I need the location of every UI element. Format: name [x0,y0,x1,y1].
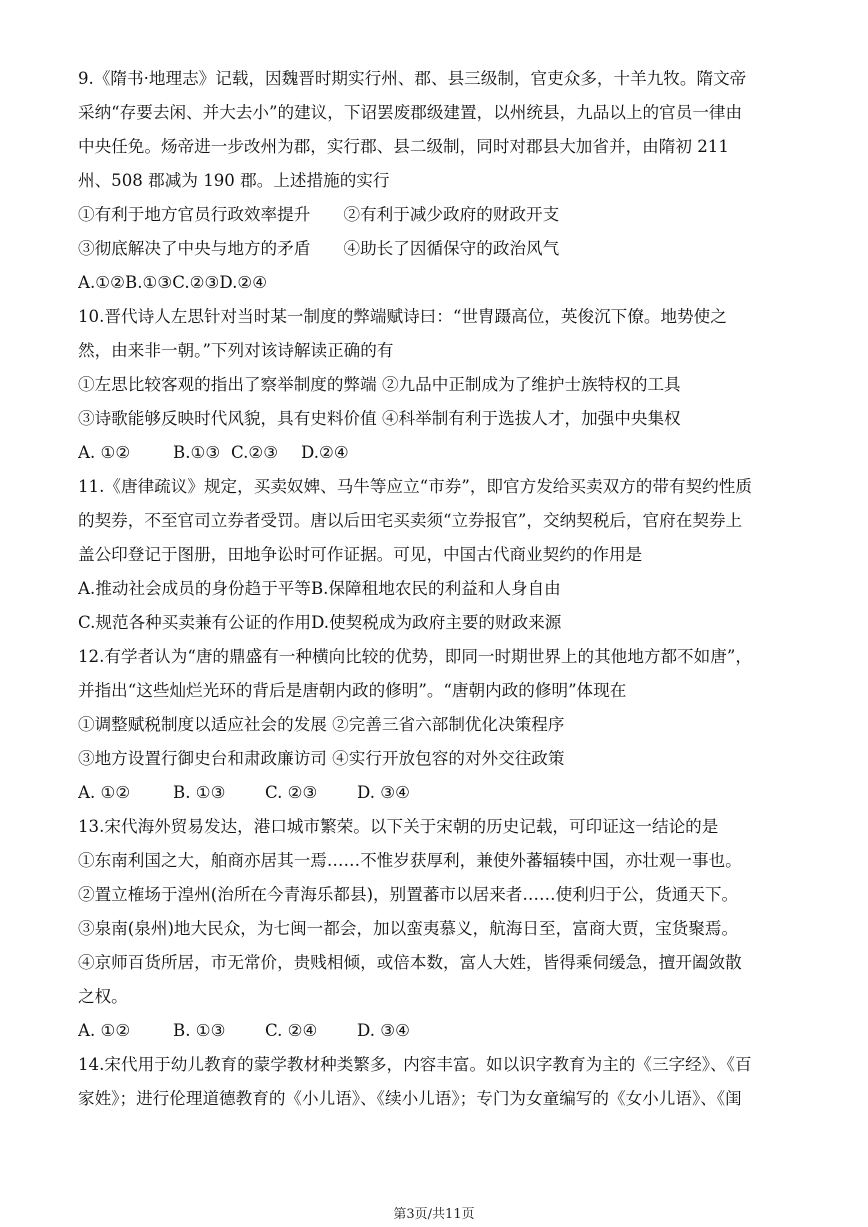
option-c: C. ②③ [265,783,318,802]
option-a: A.①② [78,273,126,292]
stem-line: 中央任免。炀帝进一步改州为郡，实行郡、县二级制，同时对郡县大加省并，由隋初 211 [78,137,729,156]
item-line: ①调整赋税制度以适应社会的发展 ②完善三省六部制优化决策程序 [78,715,565,734]
option-a: A. ①② [78,443,131,462]
option-line: A.推动社会成员的身份趋于平等B.保障租地农民的利益和人身自由 [78,579,561,598]
stem-line: 11.《唐律疏议》规定，买卖奴婢、马牛等应立“市券”，即官方发给买卖双方的带有契约性质 [78,477,752,496]
option-c: C.②③ [172,273,220,292]
option-b: B. ①③ [173,783,226,802]
document-body [78,62,790,1116]
question-12 [78,640,790,810]
stem-line: 的契券，不至官司立券者受罚。唐以后田宅买卖须“立券报官”，交纳契税后，官府在契券上 [78,511,743,530]
stem-line: 14.宋代用于幼儿教育的蒙学教材种类繁多，内容丰富。如以识字教育为主的《三字经》、《百 [78,1055,752,1074]
question-9 [78,62,790,300]
stem-line: 州、508 郡减为 190 郡。上述措施的实行 [78,171,390,190]
question-11 [78,470,790,640]
option-c: C.②③ [231,443,279,462]
stem-line: 家姓》；进行伦理道德教育的《小儿语》、《续小儿语》；专门为女童编写的《女小儿语》、《闺 [78,1089,742,1108]
question-14 [78,1048,790,1116]
option-b: B. ①③ [173,1021,226,1040]
item-line: 之权。 [78,987,128,1006]
option-d: D. ③④ [357,1021,411,1040]
stem-line: 并指出“这些灿烂光环的背后是唐朝内政的修明”。“唐朝内政的修明”体现在 [78,681,627,700]
answer-options [78,1014,790,1048]
question-10 [78,300,790,470]
option-c: C. ②④ [265,1021,318,1040]
question-13 [78,810,790,1048]
answer-options [78,776,790,810]
answer-options [78,436,790,470]
option-d: D. ③④ [357,783,411,802]
item-line: ①东南利国之大，舶商亦居其一焉……不惟岁获厚利，兼使外蕃辐辏中国，亦壮观一事也。 [78,851,742,870]
stem-line: 13.宋代海外贸易发达，港口城市繁荣。以下关于宋朝的历史记载，可印证这一结论的是 [78,817,719,836]
item-line: ③地方设置行御史台和肃政廉访司 ④实行开放包容的对外交往政策 [78,749,565,768]
answer-options [78,266,790,300]
option-a: A. ①② [78,783,131,802]
page-number: 第3页/共11页 [393,1207,475,1222]
item-line: ②置立榷场于湟州(治所在今青海乐都县)，别置蕃市以居来者……使利归于公，货通天下。 [78,885,739,904]
stem-line: 10.晋代诗人左思针对当时某一制度的弊端赋诗曰：“世胄蹑高位，英俊沉下僚。地势使之 [78,307,727,326]
item-line: ④京师百货所居，市无常价，贵贱相倾，或倍本数，富人大姓，皆得乘伺缓急，擅开阖敛散 [78,953,742,972]
item-line: ③彻底解决了中央与地方的矛盾 ④助长了因循保守的政治风气 [78,239,560,258]
option-d: D.②④ [219,273,268,292]
option-a: A. ①② [78,1021,131,1040]
stem-line: 12.有学者认为“唐的鼎盛有一种横向比较的优势，即同一时期世界上的其他地方都不如唐”， [78,647,752,666]
option-b: B.①③ [173,443,221,462]
option-d: D.②④ [301,443,349,462]
stem-line: 9.《隋书·地理志》记载，因魏晋时期实行州、郡、县三级制，官吏众多，十羊九牧。隋文帝 [78,69,747,88]
stem-line: 然，由来非一朝。”下列对该诗解读正确的有 [78,341,394,360]
stem-line: 盖公印登记于图册，田地争讼时可作证据。可见，中国古代商业契约的作用是 [78,545,643,564]
item-line: ①左思比较客观的指出了察举制度的弊端 ②九品中正制成为了维护士族特权的工具 [78,375,681,394]
stem-line: 采纳“存要去闲、并大去小”的建议，下诏罢废郡级建置，以州统县，九品以上的官员一律由 [78,103,743,122]
option-b: B.①③ [125,273,173,292]
item-line: ①有利于地方官员行政效率提升 ②有利于减少政府的财政开支 [78,205,560,224]
option-line: C.规范各种买卖兼有公证的作用D.使契税成为政府主要的财政来源 [78,613,562,632]
item-line: ③泉南(泉州)地大民众，为七闽一都会，加以蛮夷慕义，航海日至，富商大贾，宝货聚焉。 [78,919,739,938]
item-line: ③诗歌能够反映时代风貌，具有史料价值 ④科举制有利于选拔人才，加强中央集权 [78,409,681,428]
